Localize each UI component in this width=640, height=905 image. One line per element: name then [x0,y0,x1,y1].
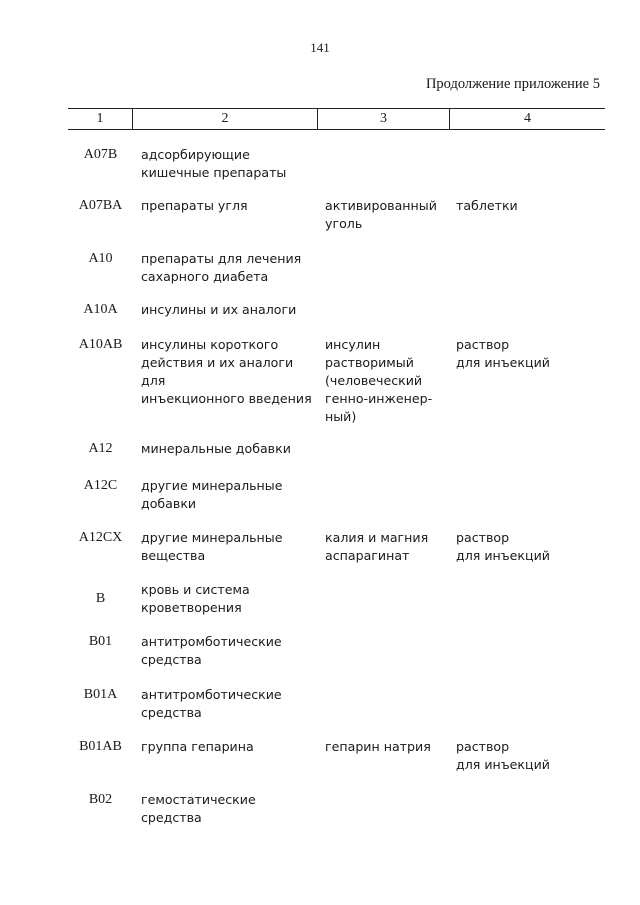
page-number: 141 [310,40,330,55]
group-name: инсулины и их аналоги [141,302,297,317]
dosage-form: раствор для инъекций [456,530,550,563]
atc-code: A10 [88,251,113,266]
substance-name: инсулин растворимый (человеческий генно-инженер- ный) [325,337,433,424]
group-name: адсорбирующие кишечные препараты [141,147,287,180]
atc-code: A10AB [78,337,123,352]
group-name: минеральные добавки [141,441,291,456]
header-col-2: 2 [133,109,318,129]
group-name: препараты угля [141,198,248,213]
atc-code: A07B [83,147,118,162]
dosage-form: таблетки [456,198,518,213]
group-name: группа гепарина [141,739,254,754]
dosage-form: раствор для инъекций [456,739,550,772]
dosage-form: раствор для инъекций [456,337,550,370]
substance-name: гепарин натрия [325,739,431,754]
header-col-4: 4 [524,111,531,126]
atc-code: A07BA [78,198,123,213]
group-name: инсулины короткого действия и их аналоги для инъекционного введения [141,337,312,406]
atc-code: B01AB [79,739,122,754]
atc-code: A12 [88,441,113,456]
header-col-3: 3 [318,109,450,129]
atc-code: A10A [83,302,118,317]
group-name: гемостатические средства [141,792,256,825]
group-name: другие минеральные вещества [141,530,283,563]
header-col-1: 1 [68,109,133,129]
atc-code: B [95,591,106,606]
table-header [68,108,605,130]
group-name: антитромботические средства [141,634,282,667]
atc-code: A12C [83,478,118,493]
substance-name: активированный уголь [325,198,437,231]
group-name: другие минеральные добавки [141,478,283,511]
atc-code: B01A [83,687,118,702]
atc-code: B02 [88,792,113,807]
group-name: кровь и система кроветворения [141,582,250,615]
group-name: препараты для лечения сахарного диабета [141,251,302,284]
substance-name: калия и магния аспарагинат [325,530,429,563]
group-name: антитромботические средства [141,687,282,720]
appendix-title: Продолжение приложение 5 [425,76,600,92]
atc-code: A12CX [78,530,123,545]
atc-code: B01 [88,634,113,649]
